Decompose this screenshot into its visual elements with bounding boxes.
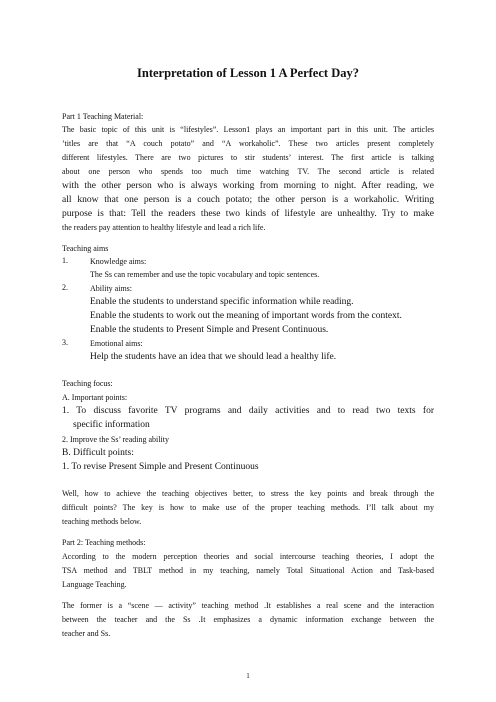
- aims-text: Enable the students to work out the meaning of important words from the context.: [90, 311, 402, 321]
- part1-line: different lifestyles. There are two pictures to stir students’ interest. The first article is talking: [62, 153, 434, 162]
- aims-text: The Ss can remember and use the topic vocabulary and topic sentences.: [90, 270, 320, 279]
- part2-line: TSA method and TBLT method in my teaching, namely Total Situational Action and Task-based: [62, 566, 434, 575]
- part2-line: between the teacher and the Ss .It emphasizes a dynamic information exchange between the: [62, 615, 434, 624]
- transition-line: teaching methods below.: [62, 517, 142, 526]
- aims-label: Knowledge aims:: [90, 257, 147, 266]
- focus-b-label: B. Difficult points:: [62, 448, 134, 458]
- focus-a1-cont: specific information: [73, 420, 150, 430]
- aims-label: Emotional aims:: [90, 339, 143, 348]
- part1-line: all know that one person is a couch potato; the other person is a workaholic. Writing: [62, 195, 434, 205]
- page-number: 1: [246, 672, 250, 680]
- focus-b1: 1. To revise Present Simple and Present Continuous: [62, 462, 259, 472]
- focus-a-label: A. Important points:: [62, 393, 128, 402]
- aims-text: Help the students have an idea that we should lead a healthy life.: [90, 352, 337, 362]
- focus-a1: 1. To discuss favorite TV programs and daily activities and to read two texts for: [62, 406, 434, 416]
- aims-number: 2.: [62, 283, 68, 292]
- focus-a2: 2. Improve the Ss’ reading ability: [62, 435, 169, 444]
- transition-line: difficult points? The key is how to make use of the proper teaching methods. I’ll talk about my: [62, 503, 434, 512]
- document-title: Interpretation of Lesson 1 A Perfect Day?: [137, 66, 359, 80]
- part1-line: about one person who spends too much time watching TV. The second article is related: [62, 167, 434, 176]
- part2-line: The former is a “scene — activity” teaching method .It establishes a real scene and the interaction: [62, 601, 434, 610]
- part2-line: According to the modern perception theories and social intercourse teaching theories, I adopt the: [62, 552, 434, 561]
- aims-text: Enable the students to Present Simple and Present Continuous.: [90, 325, 329, 335]
- part1-line: the readers pay attention to healthy lifestyle and lead a rich life.: [62, 223, 266, 232]
- part1-line: ’titles are that “A couch potato” and “A workaholic”. These two articles present completely: [62, 139, 434, 148]
- part2-line: teacher and Ss.: [62, 629, 111, 638]
- aims-number: 1.: [62, 256, 68, 265]
- part2-heading: Part 2: Teaching methods:: [62, 538, 146, 547]
- part1-line: with the other person who is always working from morning to night. After reading, we: [62, 181, 434, 191]
- aims-label: Ability aims:: [90, 284, 132, 293]
- part2-line: Language Teaching.: [62, 580, 127, 589]
- transition-line: Well, how to achieve the teaching objectives better, to stress the key points and break through the: [62, 489, 434, 498]
- aims-text: Enable the students to understand specific information while reading.: [90, 297, 354, 307]
- part1-heading: Part 1 Teaching Material:: [62, 112, 144, 121]
- part1-line: The basic topic of this unit is “lifestyles”. Lesson1 plays an important part in this unit. The articles: [62, 125, 434, 134]
- part1-line: purpose is that: Tell the readers these two kinds of lifestyle are unhealthy. Try to make: [62, 209, 434, 219]
- focus-heading: Teaching focus:: [62, 379, 113, 388]
- aims-number: 3.: [62, 338, 68, 347]
- aims-heading: Teaching aims: [62, 244, 109, 253]
